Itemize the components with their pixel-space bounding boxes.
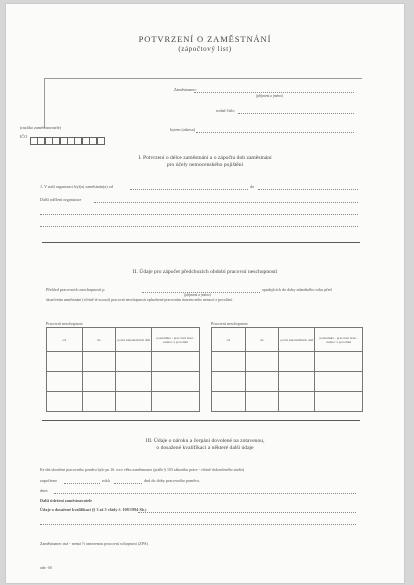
section1-row1-to: do [250, 184, 255, 189]
section3-title-line2: o dosažené kvalifikaci a některé další údaje [156, 445, 254, 451]
section3-line5: Údaje o dosažené kvalifikaci (§ 3 až 3 vlády č. 108/1994 Sb.) [40, 507, 147, 512]
section3-line2-b: roků [102, 478, 110, 483]
qualification-field[interactable] [138, 512, 356, 513]
table-cell[interactable] [212, 392, 246, 412]
birth-number-field[interactable] [238, 113, 354, 114]
table-cell[interactable] [47, 372, 83, 392]
top-box-left-edge [44, 78, 45, 128]
birth-number-label: rodné číslo [216, 108, 235, 113]
section-divider [42, 420, 360, 421]
qualification-field-2[interactable] [40, 524, 356, 525]
employer-stamp-label: (razítko zaměstnavatele) [20, 125, 62, 130]
section1-title-line1: I. Potvrzení o délce zaměstnání a o zápočtu dob zaměstnání [138, 155, 272, 161]
table-cell[interactable] [152, 372, 200, 392]
employed-from-field[interactable] [130, 189, 248, 190]
employee-name-hint: (příjmení a jméno) [256, 94, 283, 98]
section3-line2-a: započteno [40, 478, 57, 483]
section2-line1-a: Přehled pracovních neschopností p [46, 287, 105, 292]
col-od-header: od [47, 328, 83, 352]
address-label: bytem (adresa) [170, 127, 195, 132]
section3-line2-c: dnů do doby pracovního poměru. [144, 478, 200, 483]
ico-label: IČO [20, 134, 28, 139]
table-cell[interactable] [47, 392, 83, 412]
table-cell[interactable] [245, 392, 279, 412]
table-cell[interactable] [279, 352, 315, 372]
table-left-label: Pracovní neschopnost [46, 321, 83, 326]
section1-title-line2: pro účely nemocenského pojištění [166, 162, 244, 168]
table-cell[interactable] [245, 372, 279, 392]
employee-label: Zaměstnanec: [174, 87, 198, 92]
footer-code: udn - 60 [40, 566, 52, 570]
table-right-label: Pracovní neschopnost [211, 321, 248, 326]
address-field[interactable] [196, 132, 354, 133]
section3-line1: Ke dni skončení pracovního poměru bylo po 16. roce věku zaměstnance (podle § 103 zákoníku práce - včetně dokončeného studia) [40, 468, 245, 472]
table-cell[interactable] [82, 392, 116, 412]
section1-row1-label: 1. V naší organizaci byl(a) zaměstnán(a) od [40, 184, 113, 189]
years-field[interactable] [64, 483, 100, 484]
table-cell[interactable] [245, 352, 279, 372]
table-cell[interactable] [116, 392, 152, 412]
table-cell[interactable] [315, 352, 363, 372]
top-box-rule [44, 78, 362, 79]
col-note-header: poznámka - pracovní úraz - nemoc z povolání [315, 328, 363, 352]
table-cell[interactable] [212, 352, 246, 372]
table-cell[interactable] [116, 352, 152, 372]
table-cell[interactable] [212, 372, 246, 392]
document-title: POTVRZENÍ O ZAMĚSTNÁNÍ [138, 34, 272, 44]
section3-title-line1: III. Údaje o nároku a čerpání dovolené na zotavenou, [145, 438, 265, 444]
table-cell[interactable] [315, 392, 363, 412]
col-note-header: poznámka - pracovní úraz - nemoc z povolání [152, 328, 200, 352]
section2-line1-hint: (příjmení a jméno) [184, 293, 211, 297]
section2-line1-b: spadajících do doby zdaněného roku před [262, 287, 332, 292]
col-days-header: počet kalendářních dnů [279, 328, 315, 352]
incapacity-table-left [46, 327, 200, 412]
section3-line4: Další údržení zaměstnavatele [40, 498, 93, 503]
table-cell[interactable] [152, 392, 200, 412]
section1-row2-label: Další odčlení organizace [40, 197, 82, 202]
days-field[interactable] [114, 483, 142, 484]
dnes-field[interactable] [54, 493, 356, 494]
col-do-header: do [245, 328, 279, 352]
col-do-header: do [82, 328, 116, 352]
table-cell[interactable] [315, 372, 363, 392]
table-cell[interactable] [47, 352, 83, 372]
employed-to-field[interactable] [258, 189, 358, 190]
col-days-header: počet kalendářních dnů [116, 328, 152, 352]
table-cell[interactable] [279, 372, 315, 392]
section3-line6: Zaměstnanec má - nemá ½ omezenou pracovní schopnost (ZPS) [40, 541, 148, 546]
incapacity-table-right [211, 327, 363, 412]
ico-boxes[interactable] [30, 132, 104, 150]
table-cell[interactable] [279, 392, 315, 412]
table-cell[interactable] [82, 372, 116, 392]
document-page [6, 4, 404, 583]
col-od-header: od [212, 328, 246, 352]
section3-line3: dnes [40, 488, 48, 493]
table-cell[interactable] [82, 352, 116, 372]
document-subtitle: (zápočtový list) [178, 45, 232, 53]
other-organization-field[interactable] [94, 202, 358, 203]
table-cell[interactable] [152, 352, 200, 372]
table-cell[interactable] [116, 372, 152, 392]
section2-line2: skončením zaměstnání (včetně té ucouzí) pracovní neschopnosti způsobené pracovním úrazem nebo nemocí z povolání. [46, 298, 233, 302]
other-organization-field-2[interactable] [40, 214, 358, 215]
ico-box[interactable] [97, 137, 105, 145]
section-divider [42, 242, 360, 243]
other-organization-field-3[interactable] [40, 226, 358, 227]
employee-name-field[interactable] [194, 92, 354, 93]
section2-title: II. Údaje pro zápočet předchozích období pracovní neschopnosti [132, 269, 278, 275]
